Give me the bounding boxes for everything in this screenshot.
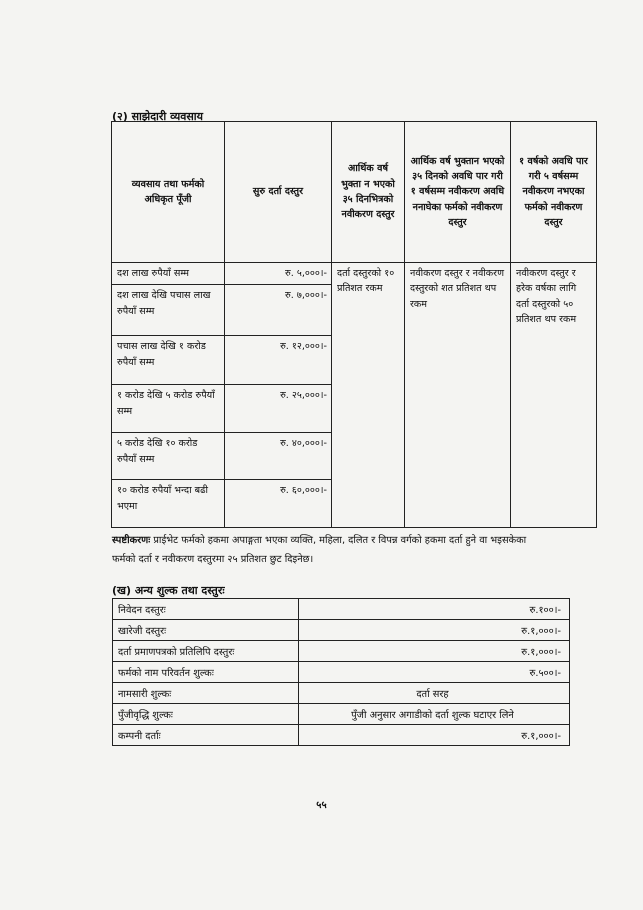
renewal-35days-cell: दर्ता दस्तुरको १० प्रतिशत रकम <box>332 263 405 528</box>
fee-label: दर्ता प्रमाणपत्रको प्रतिलिपि दस्तुरः <box>113 641 299 662</box>
other-fees-table <box>112 598 570 746</box>
fee-cell: रु. ६०,०००।- <box>225 480 332 528</box>
header-renewal-35days: आर्थिक वर्ष भुक्ता न भएको ३५ दिनभित्रको नवीकरण दस्तुर <box>332 122 405 263</box>
table-header-row <box>112 122 597 263</box>
fee-value: रु.१,०००।- <box>299 641 570 662</box>
fee-value: रु.१,०००।- <box>299 725 570 746</box>
capital-cell: दश लाख देखि पचास लाख रुपैयाँ सम्म <box>112 285 225 336</box>
table-row <box>113 620 570 641</box>
other-fees-heading: (ख) अन्य शुल्क तथा दस्तुरः <box>112 584 225 597</box>
table-row <box>113 704 570 725</box>
explanation-text: प्राईभेट फर्मको हकमा अपाङ्गता भएका व्यक्ति, महिला, दलित र विपन्न वर्गको हकमा दर्ता हुने वा भइसकेका फर्मको दर्ता र नवीकरण दस्तुरमा २५ प्रतिशत छुट दिइनेछ। <box>112 535 527 565</box>
fee-label: कम्पनी दर्ताः <box>113 725 299 746</box>
fee-label: निवेदन दस्तुरः <box>113 599 299 620</box>
table-row <box>112 263 597 285</box>
fee-table <box>111 121 597 528</box>
fee-label: फर्मको नाम परिवर्तन शुल्कः <box>113 662 299 683</box>
header-registration-fee: सुरु दर्ता दस्तुर <box>225 122 332 263</box>
fee-cell: रु. ५,०००।- <box>225 263 332 285</box>
page-number: ५५ <box>316 800 327 811</box>
explanation-label: स्पष्टीकरणः <box>112 535 151 546</box>
capital-cell: ५ करोड देखि १० करोड रुपैयाँ सम्म <box>112 433 225 480</box>
fee-value: रु.५००।- <box>299 662 570 683</box>
fee-label: खारेजी दस्तुरः <box>113 620 299 641</box>
fee-value: रु.१००।- <box>299 599 570 620</box>
fee-cell: रु. ७,०००।- <box>225 285 332 336</box>
table-row <box>113 641 570 662</box>
renewal-5years-cell: नवीकरण दस्तुर र हरेक वर्षका लागि दर्ता दस्तुरको ५० प्रतिशत थप रकम <box>511 263 597 528</box>
fee-cell: रु. २५,०००।- <box>225 385 332 433</box>
renewal-1year-cell: नवीकरण दस्तुर र नवीकरण दस्तुरको शत प्रतिशत थप रकम <box>405 263 511 528</box>
fee-value: पुँजी अनुसार अगाडीको दर्ता शुल्क घटाएर लिने <box>299 704 570 725</box>
fee-cell: रु. १२,०००।- <box>225 336 332 385</box>
table-row <box>113 662 570 683</box>
header-capital: व्यवसाय तथा फर्मको अधिकृत पूँजी <box>112 122 225 263</box>
capital-cell: पचास लाख देखि १ करोड रुपैयाँ सम्म <box>112 336 225 385</box>
section-heading: (२) साझेदारी व्यवसाय <box>112 110 203 123</box>
table-row <box>113 725 570 746</box>
header-renewal-5years: १ वर्षको अवधि पार गरी ५ वर्षसम्म नवीकरण नभएका फर्मको नवीकरण दस्तुर <box>511 122 597 263</box>
explanation-note <box>112 532 542 569</box>
fee-value: रु.१,०००।- <box>299 620 570 641</box>
capital-cell: दश लाख रुपैयाँ सम्म <box>112 263 225 285</box>
fee-cell: रु. ४०,०००।- <box>225 433 332 480</box>
table-row <box>113 599 570 620</box>
fee-label: नामसारी शुल्कः <box>113 683 299 704</box>
capital-cell: १ करोड देखि ५ करोड रुपैयाँ सम्म <box>112 385 225 433</box>
header-renewal-1year: आर्थिक वर्ष भुक्तान भएको ३५ दिनको अवधि पार गरी १ वर्षसम्म नवीकरण अवधि ननाघेका फर्मको नवीकरण दस्तुर <box>405 122 511 263</box>
capital-cell: १० करोड रुपैयाँ भन्दा बढी भएमा <box>112 480 225 528</box>
table-row <box>113 683 570 704</box>
fee-label: पुँजीवृद्धि शुल्कः <box>113 704 299 725</box>
fee-value: दर्ता सरह <box>299 683 570 704</box>
